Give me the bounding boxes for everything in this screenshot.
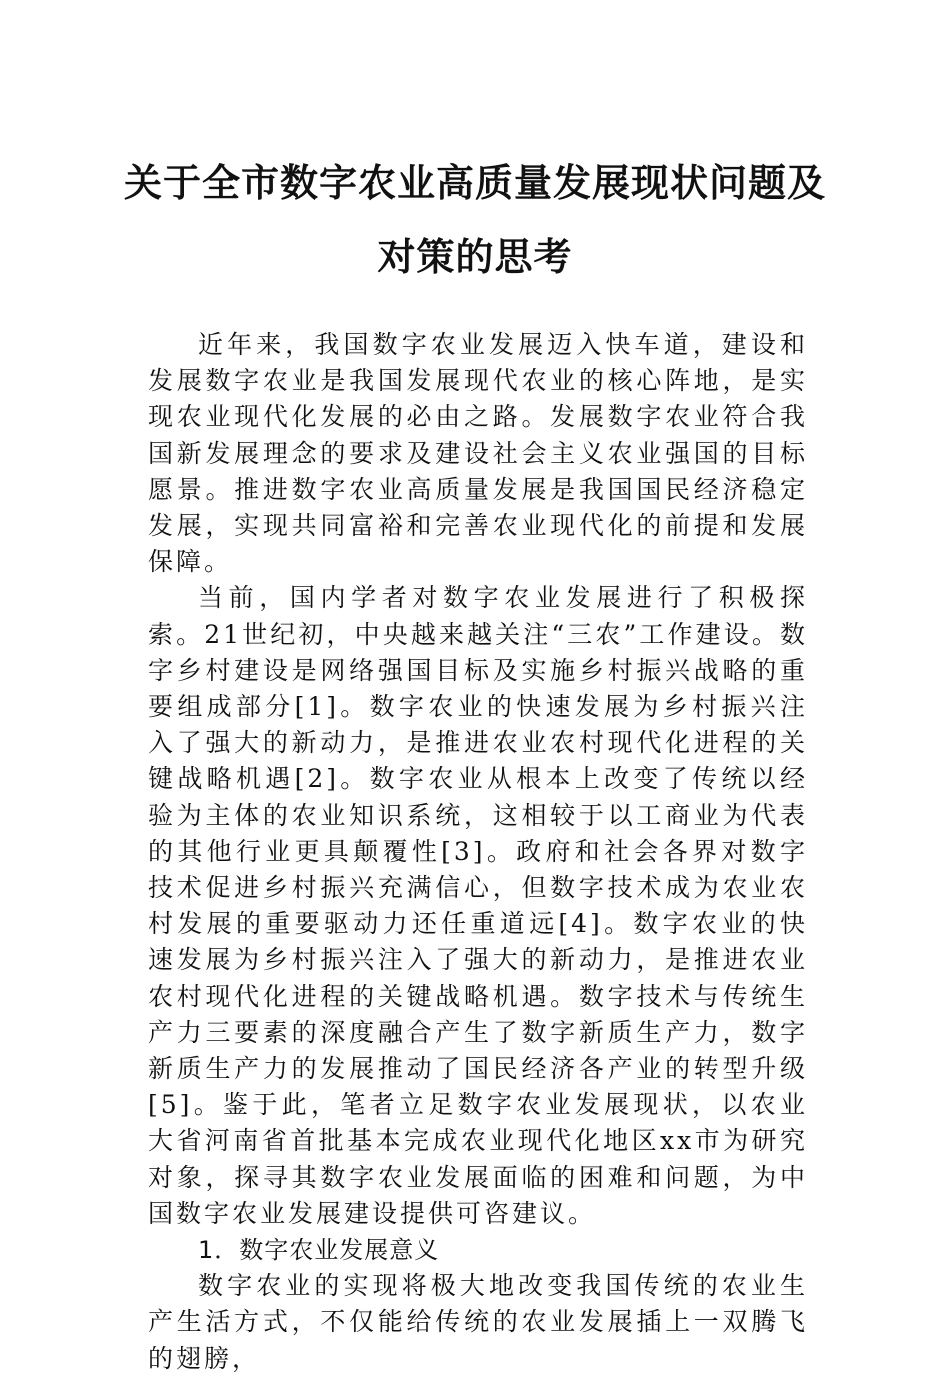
paragraph-background: 当前，国内学者对数字农业发展进行了积极探索。21世纪初，中央越来越关注“三农”工作建设。数字乡村建设是网络强国目标及实施乡村振兴战略的重要组成部分[1]。数字农业的快速发展为乡村振兴注入了强大的新动力，是推进农业农村现代化进程的关键战略机遇[2]。数字农业从根本上改变了传统以经验为主体的农业知识系统，这相较于以工商业为代表的其他行业更具颠覆性[3]。政府和社会各界对数字技术促进乡村振兴充满信心，但数字技术成为农业农村发展的重要驱动力还任重道远[4]。数字农业的快速发展为乡村振兴注入了强大的新动力，是推进农业农村现代化进程的关键战略机遇。数字技术与传统生产力三要素的深度融合产生了数字新质生产力，数字新质生产力的发展推动了国民经济各产业的转型升级[5]。鉴于此，笔者立足数字农业发展现状，以农业大省河南省首批基本完成农业现代化地区xx市为研究对象，探寻其数字农业发展面临的困难和问题，为中国数字农业发展建设提供可咨建议。	[148, 583, 808, 1228]
document-title-line-1: 关于全市数字农业高质量发展现状问题及	[123, 160, 826, 205]
document-title-line-2: 对策的思考	[377, 234, 573, 279]
document-body	[148, 327, 808, 1377]
section-paragraph: 数字农业的实现将极大地改变我国传统的农业生产生活方式，不仅能给传统的农业发展插上一双腾飞的翅膀，	[148, 1271, 808, 1373]
paragraph-intro: 近年来，我国数字农业发展迈入快车道，建设和发展数字农业是我国发展现代农业的核心阵地，是实现农业现代化发展的必由之路。发展数字农业符合我国新发展理念的要求及建设社会主义农业强国的目标愿景。推进数字农业高质量发展是我国国民经济稳定发展，实现共同富裕和完善农业现代化的前提和发展保障。	[148, 330, 808, 577]
section-heading: 1．数字农业发展意义	[198, 1236, 440, 1265]
